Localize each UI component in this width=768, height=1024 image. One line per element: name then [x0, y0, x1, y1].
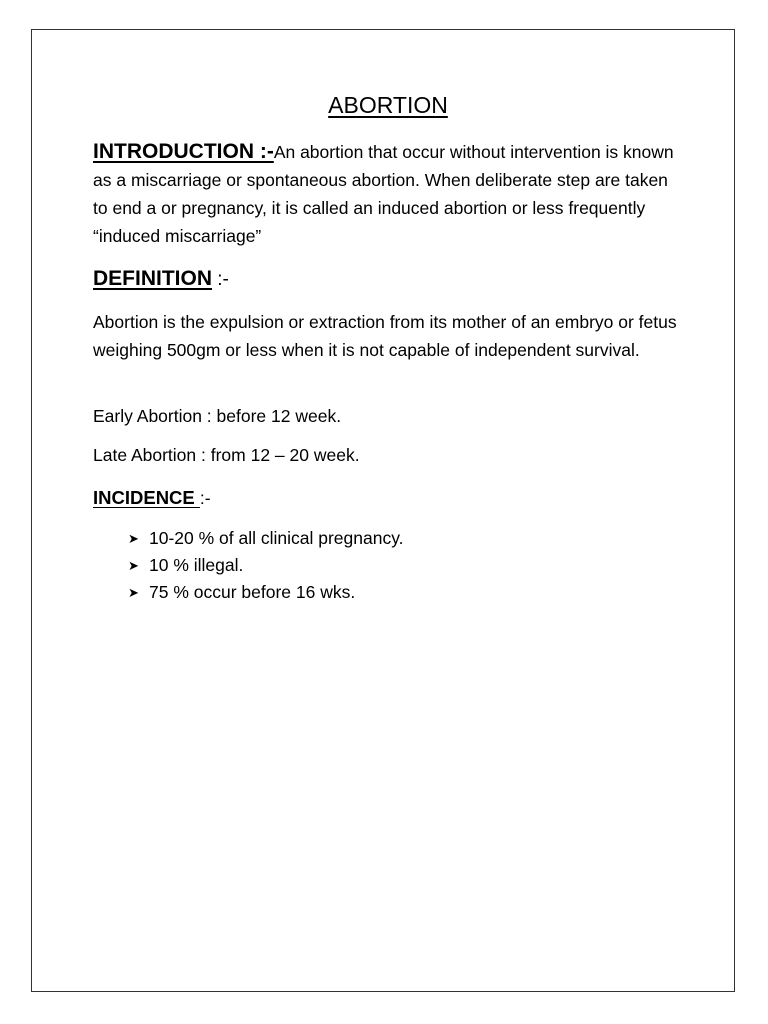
introduction-paragraph [93, 138, 683, 250]
arrow-right-icon: ➤ [128, 558, 139, 573]
list-item-text: 75 % occur before 16 wks. [149, 582, 356, 602]
incidence-heading-line [93, 484, 211, 512]
arrow-right-icon: ➤ [128, 585, 139, 600]
early-abortion-text: Early Abortion : before 12 week. [93, 406, 342, 426]
incidence-heading: INCIDENCE [93, 487, 200, 508]
introduction-text: An abortion that occur without intervention is known as a miscarriage or spontaneous abortion. When deliberate step are taken to end a or pregnancy, it is called an induced abortion or less frequently “induced miscarriage” [93, 142, 674, 246]
incidence-heading-suffix: :- [199, 488, 211, 508]
late-abortion-text: Late Abortion : from 12 – 20 week. [93, 445, 360, 465]
definition-heading: DEFINITION [93, 267, 212, 290]
document-title: ABORTION [328, 92, 448, 118]
list-item [128, 579, 404, 606]
list-item [128, 525, 404, 552]
list-item-text: 10-20 % of all clinical pregnancy. [149, 528, 404, 548]
list-item [128, 552, 404, 579]
incidence-list [128, 525, 404, 606]
list-item-text: 10 % illegal. [149, 555, 244, 575]
introduction-heading: INTRODUCTION :- [93, 140, 274, 163]
definition-text: Abortion is the expulsion or extraction from its mother of an embryo or fetus weighing 500gm or less when it is not capable of independent survival. [93, 312, 677, 360]
definition-heading-line [93, 264, 229, 295]
arrow-right-icon: ➤ [128, 531, 139, 546]
definition-heading-suffix: :- [212, 269, 229, 290]
